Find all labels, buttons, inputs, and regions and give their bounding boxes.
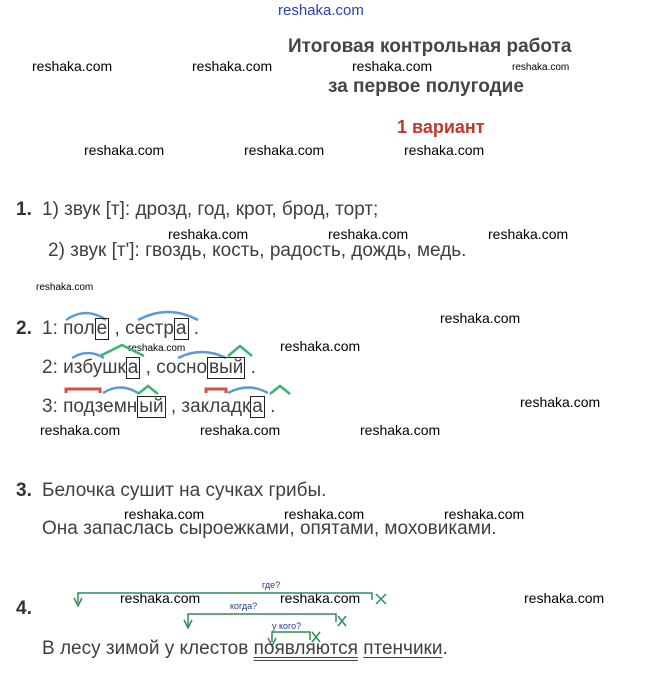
- task2-row3: [42, 396, 275, 418]
- watermark: reshaka.com: [128, 343, 186, 354]
- suffix-mark: [270, 386, 290, 394]
- arrow-line: [188, 614, 336, 626]
- ending-box: ый: [139, 396, 164, 417]
- cross-mark: [338, 616, 346, 626]
- word-stem: сосно: [156, 357, 208, 378]
- task-number: 2.: [16, 318, 32, 339]
- task4-sentence: [42, 638, 448, 660]
- word-stem: закладк: [181, 396, 251, 417]
- ending-box: а: [127, 357, 139, 378]
- task3-line1: Белочка сушит на сучках грибы.: [42, 480, 327, 501]
- watermark: reshaka.com: [284, 506, 365, 522]
- task3-line2: Она запаслась сыроежками, опятами, моховиками.: [42, 518, 497, 539]
- root-arc: [228, 388, 268, 394]
- subject-word: птенчики: [363, 638, 443, 659]
- watermark: reshaka.com: [36, 282, 94, 293]
- watermark: reshaka.com: [200, 422, 281, 438]
- watermark: reshaka.com: [32, 58, 113, 74]
- watermark: reshaka.com: [244, 142, 325, 158]
- task2-row2: [42, 357, 256, 379]
- watermark: reshaka.com: [520, 394, 601, 410]
- watermark: reshaka.com: [280, 338, 361, 354]
- prefix-mark: [206, 389, 226, 393]
- word-stem: подземн: [63, 396, 138, 417]
- word-stem: сестр: [125, 318, 174, 339]
- variant-label: 1 вариант: [397, 117, 485, 137]
- watermark: reshaka.com: [40, 422, 121, 438]
- watermark: reshaka.com: [404, 142, 485, 158]
- watermark: reshaka.com: [352, 58, 433, 74]
- watermark: reshaka.com: [488, 226, 569, 242]
- prefix-mark: [66, 389, 100, 393]
- row-prefix: 1:: [42, 318, 64, 339]
- task1-line1: 1) звук [т]: дрозд, год, крот, брод, торт;: [42, 199, 379, 220]
- row-tail: .: [245, 357, 256, 378]
- suffix-mark: [100, 345, 144, 356]
- separator: ,: [165, 396, 182, 417]
- ending-box: е: [96, 318, 108, 339]
- word-stem: избушк: [63, 357, 126, 378]
- task-number: 1.: [16, 199, 32, 220]
- suffix-mark: [138, 386, 158, 394]
- question-label: где?: [262, 580, 281, 590]
- watermark: reshaka.com: [328, 226, 409, 242]
- task-number: 3.: [16, 480, 32, 501]
- ending-box: вый: [209, 357, 244, 378]
- task-number: 4.: [16, 598, 32, 619]
- watermark: reshaka.com: [512, 62, 570, 73]
- task2-row1: [42, 318, 199, 340]
- watermark: reshaka.com: [440, 310, 521, 326]
- watermark-top: reshaka.com: [278, 2, 364, 19]
- watermark: reshaka.com: [360, 422, 441, 438]
- row-prefix: 2:: [42, 357, 64, 378]
- suffix-mark: [228, 346, 252, 356]
- page-subtitle: за первое полугодие: [328, 76, 524, 97]
- watermark: reshaka.com: [168, 226, 249, 242]
- task1-line2: 2) звук [т']: гвоздь, кость, радость, дождь, медь.: [48, 240, 467, 261]
- watermark: reshaka.com: [444, 506, 525, 522]
- cross-mark: [376, 594, 386, 604]
- predicate-word: появляются: [253, 638, 358, 659]
- page-title: Итоговая контрольная работа: [288, 36, 572, 57]
- watermark: reshaka.com: [280, 590, 361, 606]
- watermark: reshaka.com: [124, 506, 205, 522]
- sentence-text: В лесу зимой у клестов: [42, 638, 254, 659]
- row-tail: .: [264, 396, 276, 417]
- word-stem: пол: [63, 318, 95, 339]
- separator: ,: [109, 318, 126, 339]
- watermark: reshaka.com: [524, 590, 605, 606]
- watermark: reshaka.com: [192, 58, 273, 74]
- arrow-line: [78, 593, 372, 603]
- row-tail: .: [188, 318, 200, 339]
- sentence-end: .: [442, 638, 448, 659]
- question-label: когда?: [230, 601, 258, 611]
- ending-box: а: [252, 396, 263, 417]
- ending-box: а: [175, 318, 187, 339]
- root-arc: [103, 388, 138, 394]
- watermark: reshaka.com: [84, 142, 165, 158]
- watermark: reshaka.com: [120, 590, 201, 606]
- question-label: у кого?: [272, 621, 302, 631]
- row-prefix: 3:: [42, 396, 64, 417]
- separator: ,: [140, 357, 157, 378]
